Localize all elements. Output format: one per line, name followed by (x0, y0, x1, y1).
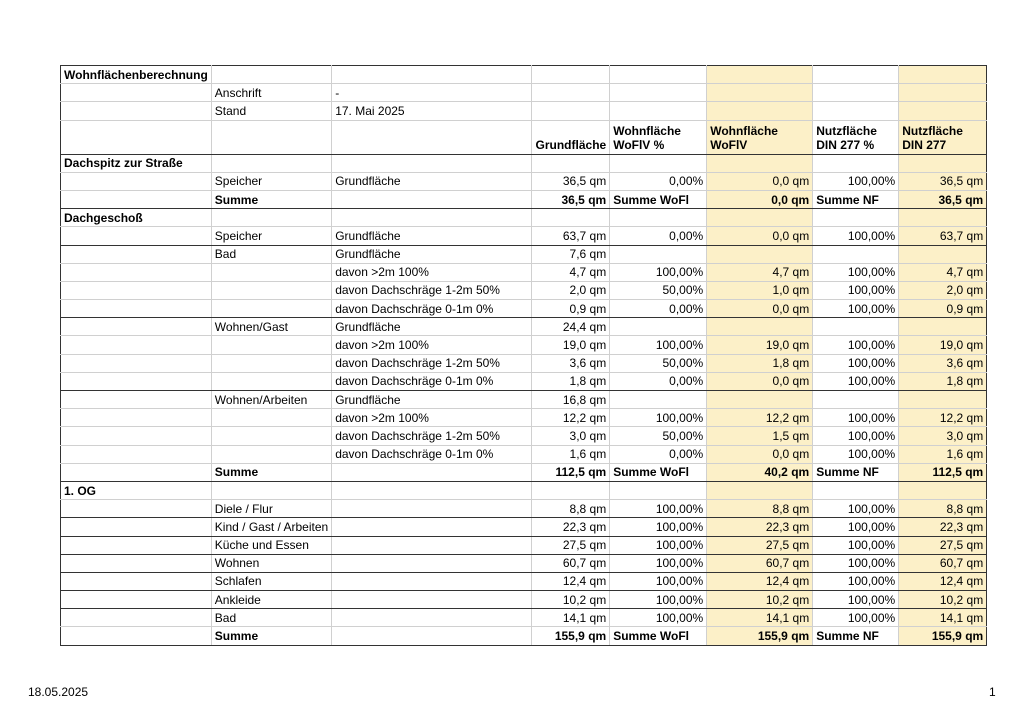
nutzflaeche-percent: 100,00% (813, 536, 899, 554)
nutzflaeche-value (899, 318, 987, 336)
room-name: Ankleide (211, 591, 331, 609)
grundflaeche-value: 22,3 qm (532, 518, 610, 536)
nutzflaeche-value: 3,6 qm (899, 354, 987, 372)
empty-cell (61, 445, 212, 463)
section-heading-row (61, 209, 987, 227)
wohnflaeche-percent (610, 318, 707, 336)
empty-cell (211, 336, 331, 354)
table-body (61, 66, 987, 646)
empty-cell (61, 554, 212, 572)
nutzflaeche-percent: 100,00% (813, 518, 899, 536)
room-name: Diele / Flur (211, 500, 331, 518)
area-description: Grundfläche (332, 172, 532, 190)
nutzflaeche-percent: 100,00% (813, 336, 899, 354)
nutzflaeche-percent (813, 245, 899, 263)
room-name: Wohnen/Gast (211, 318, 331, 336)
sum-nutzflaeche: 155,9 qm (899, 627, 987, 645)
sum-wohnflaeche: 155,9 qm (707, 627, 813, 645)
header-wohnflaeche: Wohnfläche WoFlV (707, 120, 813, 154)
sum-wofl-label: Summe WoFl (610, 627, 707, 645)
empty-cell (61, 172, 212, 190)
wohnflaeche-percent: 0,00% (610, 172, 707, 190)
wohnflaeche-percent (610, 391, 707, 409)
nutzflaeche-value: 1,8 qm (899, 372, 987, 390)
table-row (61, 245, 987, 263)
area-description: davon Dachschräge 1-2m 50% (332, 427, 532, 445)
room-name: Speicher (211, 227, 331, 245)
header-nutzflaeche-pct: Nutzfläche DIN 277 % (813, 120, 899, 154)
empty-cell (61, 300, 212, 318)
nutzflaeche-value: 2,0 qm (899, 281, 987, 299)
area-description: davon >2m 100% (332, 263, 532, 281)
area-description: davon >2m 100% (332, 409, 532, 427)
empty-cell (211, 281, 331, 299)
wohnflaeche-value: 1,0 qm (707, 281, 813, 299)
wohnflaeche-value: 1,5 qm (707, 427, 813, 445)
nutzflaeche-value: 36,5 qm (899, 172, 987, 190)
wohnflaeche-percent: 100,00% (610, 336, 707, 354)
wohnflaeche-percent: 100,00% (610, 572, 707, 590)
grundflaeche-value: 3,0 qm (532, 427, 610, 445)
wohnflaeche-value: 4,7 qm (707, 263, 813, 281)
column-header-row (61, 120, 987, 154)
table-row (61, 445, 987, 463)
grundflaeche-value: 27,5 qm (532, 536, 610, 554)
empty-cell (61, 281, 212, 299)
empty-cell (899, 481, 987, 499)
wohnflaeche-percent: 100,00% (610, 554, 707, 572)
address-label: Anschrift (211, 84, 331, 102)
empty-cell (813, 154, 899, 172)
sum-row (61, 627, 987, 645)
room-name: Wohnen (211, 554, 331, 572)
area-description (332, 554, 532, 572)
empty-cell (532, 209, 610, 227)
empty-cell (332, 481, 532, 499)
nutzflaeche-percent (813, 391, 899, 409)
empty-cell (211, 409, 331, 427)
wohnflaeche-value: 19,0 qm (707, 336, 813, 354)
wohnflaeche-value: 0,0 qm (707, 372, 813, 390)
sum-grundflaeche: 155,9 qm (532, 627, 610, 645)
nutzflaeche-value: 10,2 qm (899, 591, 987, 609)
table-row (61, 263, 987, 281)
wohnflaeche-percent: 50,00% (610, 354, 707, 372)
nutzflaeche-percent: 100,00% (813, 281, 899, 299)
wohnflaeche-value (707, 245, 813, 263)
nutzflaeche-percent: 100,00% (813, 172, 899, 190)
nutzflaeche-percent: 100,00% (813, 591, 899, 609)
date-label: Stand (211, 102, 331, 120)
empty-cell (211, 372, 331, 390)
area-description: davon Dachschräge 0-1m 0% (332, 372, 532, 390)
area-description: Grundfläche (332, 245, 532, 263)
empty-cell (61, 372, 212, 390)
area-description (332, 572, 532, 590)
grundflaeche-value: 12,4 qm (532, 572, 610, 590)
grundflaeche-value: 3,6 qm (532, 354, 610, 372)
table-row (61, 336, 987, 354)
wohnflaeche-percent: 100,00% (610, 263, 707, 281)
wohnflaeche-percent: 0,00% (610, 445, 707, 463)
grundflaeche-value: 4,7 qm (532, 263, 610, 281)
empty-cell (813, 209, 899, 227)
room-name: Bad (211, 609, 331, 627)
empty-cell (211, 481, 331, 499)
section-name: Dachgeschoß (61, 209, 212, 227)
area-description: Grundfläche (332, 391, 532, 409)
sum-grundflaeche: 112,5 qm (532, 463, 610, 481)
table-row (61, 318, 987, 336)
wohnflaeche-value: 12,2 qm (707, 409, 813, 427)
table-row (61, 500, 987, 518)
wohnflaeche-percent: 0,00% (610, 372, 707, 390)
nutzflaeche-value: 12,2 qm (899, 409, 987, 427)
nutzflaeche-percent: 100,00% (813, 372, 899, 390)
area-description (332, 536, 532, 554)
wohnflaeche-value: 22,3 qm (707, 518, 813, 536)
empty-cell (61, 409, 212, 427)
empty-cell (61, 190, 212, 208)
header-wohnflaeche-pct: Wohnfläche WoFlV % (610, 120, 707, 154)
table-row (61, 554, 987, 572)
grundflaeche-value: 10,2 qm (532, 591, 610, 609)
section-heading-row (61, 154, 987, 172)
grundflaeche-value: 12,2 qm (532, 409, 610, 427)
nutzflaeche-percent: 100,00% (813, 609, 899, 627)
empty-cell (707, 154, 813, 172)
empty-cell (61, 227, 212, 245)
wohnflaeche-value: 60,7 qm (707, 554, 813, 572)
footer-date: 18.05.2025 (28, 685, 89, 699)
sum-row (61, 190, 987, 208)
nutzflaeche-value: 8,8 qm (899, 500, 987, 518)
area-description: Grundfläche (332, 318, 532, 336)
grundflaeche-value: 1,6 qm (532, 445, 610, 463)
empty-cell (211, 263, 331, 281)
empty-cell (61, 572, 212, 590)
address-value: - (332, 84, 532, 102)
nutzflaeche-value: 4,7 qm (899, 263, 987, 281)
wohnflaeche-value: 0,0 qm (707, 300, 813, 318)
section-heading-row (61, 481, 987, 499)
area-description (332, 500, 532, 518)
nutzflaeche-percent: 100,00% (813, 354, 899, 372)
empty-cell (61, 463, 212, 481)
wohnflaeche-value: 1,8 qm (707, 354, 813, 372)
grundflaeche-value: 0,9 qm (532, 300, 610, 318)
table-row (61, 536, 987, 554)
empty-cell (532, 481, 610, 499)
table-row (61, 572, 987, 590)
empty-cell (61, 427, 212, 445)
section-name: Dachspitz zur Straße (61, 154, 212, 172)
wohnflaeche-percent: 100,00% (610, 536, 707, 554)
empty-cell (211, 427, 331, 445)
empty-cell (899, 154, 987, 172)
wohnflaeche-value: 14,1 qm (707, 609, 813, 627)
nutzflaeche-value: 19,0 qm (899, 336, 987, 354)
area-description: davon Dachschräge 0-1m 0% (332, 445, 532, 463)
nutzflaeche-percent: 100,00% (813, 409, 899, 427)
nutzflaeche-percent: 100,00% (813, 445, 899, 463)
grundflaeche-value: 7,6 qm (532, 245, 610, 263)
grundflaeche-value: 8,8 qm (532, 500, 610, 518)
empty-cell (61, 391, 212, 409)
area-description (332, 591, 532, 609)
sum-label: Summe (211, 463, 331, 481)
nutzflaeche-percent: 100,00% (813, 227, 899, 245)
nutzflaeche-value: 27,5 qm (899, 536, 987, 554)
grundflaeche-value: 63,7 qm (532, 227, 610, 245)
sheet-title: Wohnflächenberechnung (61, 66, 212, 84)
wohnflaeche-percent: 100,00% (610, 609, 707, 627)
empty-cell (899, 209, 987, 227)
sum-wofl-label: Summe WoFl (610, 190, 707, 208)
grundflaeche-value: 1,8 qm (532, 372, 610, 390)
empty-cell (61, 245, 212, 263)
wohnflaeche-value (707, 391, 813, 409)
empty-cell (211, 445, 331, 463)
room-name: Bad (211, 245, 331, 263)
wohnflaeche-value: 10,2 qm (707, 591, 813, 609)
empty-cell (610, 154, 707, 172)
grundflaeche-value: 36,5 qm (532, 172, 610, 190)
empty-cell (61, 263, 212, 281)
empty-cell (332, 209, 532, 227)
nutzflaeche-percent: 100,00% (813, 300, 899, 318)
empty-cell (61, 627, 212, 645)
header-nutzflaeche: Nutzfläche DIN 277 (899, 120, 987, 154)
empty-cell (61, 518, 212, 536)
sum-nutzflaeche: 112,5 qm (899, 463, 987, 481)
empty-cell (61, 318, 212, 336)
wohnflaeche-value: 0,0 qm (707, 172, 813, 190)
empty-cell (332, 463, 532, 481)
empty-cell (61, 591, 212, 609)
grundflaeche-value: 24,4 qm (532, 318, 610, 336)
empty-cell (61, 336, 212, 354)
wohnflaeche-percent: 0,00% (610, 227, 707, 245)
nutzflaeche-value: 3,0 qm (899, 427, 987, 445)
room-name: Speicher (211, 172, 331, 190)
sum-nf-label: Summe NF (813, 463, 899, 481)
sum-wohnflaeche: 40,2 qm (707, 463, 813, 481)
wohnflaeche-percent: 100,00% (610, 591, 707, 609)
room-name: Wohnen/Arbeiten (211, 391, 331, 409)
wohnflaeche-percent: 100,00% (610, 518, 707, 536)
nutzflaeche-value: 22,3 qm (899, 518, 987, 536)
wohnflaeche-percent: 100,00% (610, 409, 707, 427)
nutzflaeche-percent: 100,00% (813, 263, 899, 281)
grundflaeche-value: 2,0 qm (532, 281, 610, 299)
area-description (332, 518, 532, 536)
area-description (332, 609, 532, 627)
empty-cell (61, 609, 212, 627)
area-description: davon Dachschräge 1-2m 50% (332, 281, 532, 299)
wohnflaeche-percent (610, 245, 707, 263)
sum-wohnflaeche: 0,0 qm (707, 190, 813, 208)
nutzflaeche-value: 14,1 qm (899, 609, 987, 627)
grundflaeche-value: 60,7 qm (532, 554, 610, 572)
empty-cell (707, 481, 813, 499)
sum-nutzflaeche: 36,5 qm (899, 190, 987, 208)
empty-cell (332, 154, 532, 172)
wohnflaeche-value: 8,8 qm (707, 500, 813, 518)
area-calculation-table (60, 65, 987, 646)
nutzflaeche-value: 60,7 qm (899, 554, 987, 572)
nutzflaeche-percent: 100,00% (813, 554, 899, 572)
area-description: davon Dachschräge 1-2m 50% (332, 354, 532, 372)
sum-nf-label: Summe NF (813, 190, 899, 208)
nutzflaeche-value: 1,6 qm (899, 445, 987, 463)
empty-cell (211, 300, 331, 318)
table-row (61, 300, 987, 318)
empty-cell (61, 500, 212, 518)
wohnflaeche-value: 0,0 qm (707, 445, 813, 463)
empty-cell (61, 536, 212, 554)
sum-label: Summe (211, 627, 331, 645)
table-row (61, 391, 987, 409)
date-row (61, 102, 987, 120)
wohnflaeche-value: 12,4 qm (707, 572, 813, 590)
table-row (61, 372, 987, 390)
header-grundflaeche: Grundfläche (532, 120, 610, 154)
empty-cell (532, 154, 610, 172)
nutzflaeche-value: 63,7 qm (899, 227, 987, 245)
sum-nf-label: Summe NF (813, 627, 899, 645)
grundflaeche-value: 14,1 qm (532, 609, 610, 627)
table-row (61, 518, 987, 536)
room-name: Küche und Essen (211, 536, 331, 554)
wohnflaeche-percent: 50,00% (610, 427, 707, 445)
wohnflaeche-value: 0,0 qm (707, 227, 813, 245)
table-row (61, 609, 987, 627)
area-description: davon Dachschräge 0-1m 0% (332, 300, 532, 318)
empty-cell (211, 209, 331, 227)
footer-page-number: 1 (989, 685, 996, 699)
table-row (61, 172, 987, 190)
empty-cell (813, 481, 899, 499)
wohnflaeche-value: 27,5 qm (707, 536, 813, 554)
nutzflaeche-value: 0,9 qm (899, 300, 987, 318)
nutzflaeche-percent: 100,00% (813, 500, 899, 518)
title-row (61, 66, 987, 84)
table-row (61, 409, 987, 427)
empty-cell (332, 627, 532, 645)
empty-cell (211, 354, 331, 372)
empty-cell (332, 190, 532, 208)
table-row (61, 227, 987, 245)
sum-label: Summe (211, 190, 331, 208)
sum-grundflaeche: 36,5 qm (532, 190, 610, 208)
empty-cell (211, 154, 331, 172)
room-name: Schlafen (211, 572, 331, 590)
area-description: Grundfläche (332, 227, 532, 245)
empty-cell (707, 209, 813, 227)
nutzflaeche-percent: 100,00% (813, 572, 899, 590)
table-row (61, 354, 987, 372)
nutzflaeche-percent: 100,00% (813, 427, 899, 445)
nutzflaeche-value (899, 391, 987, 409)
address-row (61, 84, 987, 102)
table-row (61, 281, 987, 299)
grundflaeche-value: 16,8 qm (532, 391, 610, 409)
nutzflaeche-value: 12,4 qm (899, 572, 987, 590)
wohnflaeche-value (707, 318, 813, 336)
area-description: davon >2m 100% (332, 336, 532, 354)
empty-cell (610, 481, 707, 499)
empty-cell (610, 209, 707, 227)
empty-cell (61, 354, 212, 372)
grundflaeche-value: 19,0 qm (532, 336, 610, 354)
table-row (61, 427, 987, 445)
sum-row (61, 463, 987, 481)
wohnflaeche-percent: 50,00% (610, 281, 707, 299)
table-row (61, 591, 987, 609)
nutzflaeche-percent (813, 318, 899, 336)
wohnflaeche-percent: 0,00% (610, 300, 707, 318)
section-name: 1. OG (61, 481, 212, 499)
nutzflaeche-value (899, 245, 987, 263)
room-name: Kind / Gast / Arbeiten (211, 518, 331, 536)
date-value: 17. Mai 2025 (332, 102, 532, 120)
wohnflaeche-percent: 100,00% (610, 500, 707, 518)
sum-wofl-label: Summe WoFl (610, 463, 707, 481)
